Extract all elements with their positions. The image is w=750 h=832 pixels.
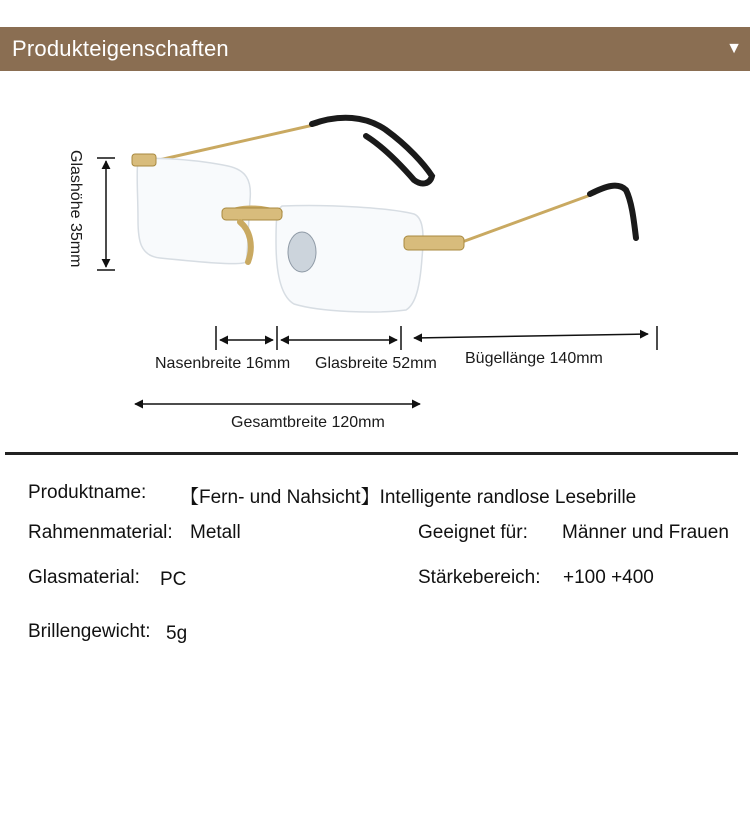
- glasses-weight-label: Brillengewicht:: [28, 621, 151, 642]
- product-name-label: Produktname:: [28, 482, 147, 503]
- lens-material-label: Glasmaterial:: [28, 567, 140, 588]
- right-temple-tip: [590, 186, 636, 238]
- left-temple-tip: [312, 118, 432, 184]
- strength-range-value: +100 +400: [563, 567, 654, 588]
- nose-pad-right: [288, 232, 316, 272]
- section-divider: [5, 452, 738, 455]
- suitable-for-label: Geeignet für:: [418, 522, 528, 543]
- section-title: Produkteigenschaften: [12, 36, 229, 61]
- right-hinge: [404, 236, 464, 250]
- lens-height-label: Glashöhe 35mm: [67, 150, 84, 268]
- temple-length-label: Bügellänge 140mm: [465, 350, 603, 367]
- glasses-diagram: [0, 80, 750, 450]
- left-hinge: [132, 154, 156, 166]
- glasses-illustration: [0, 80, 750, 450]
- left-temple: [150, 124, 318, 162]
- lens-material-value: PC: [160, 569, 187, 590]
- total-width-label: Gesamtbreite 120mm: [231, 414, 385, 431]
- frame-material-value: Metall: [190, 522, 241, 543]
- right-temple: [462, 193, 596, 242]
- triangle-down-icon[interactable]: ▼: [726, 40, 742, 57]
- strength-range-label: Stärkebereich:: [418, 567, 541, 588]
- frame-material-label: Rahmenmaterial:: [28, 522, 173, 543]
- lens-width-label: Glasbreite 52mm: [315, 355, 437, 372]
- glasses-weight-value: 5g: [166, 623, 188, 644]
- section-header[interactable]: [0, 27, 750, 71]
- nose-width-label: Nasenbreite 16mm: [155, 355, 291, 372]
- product-name-value: 【Fern- und Nahsicht】Intelligente randlose Lesebrille: [180, 487, 637, 508]
- suitable-for-value: Männer und Frauen: [562, 522, 729, 543]
